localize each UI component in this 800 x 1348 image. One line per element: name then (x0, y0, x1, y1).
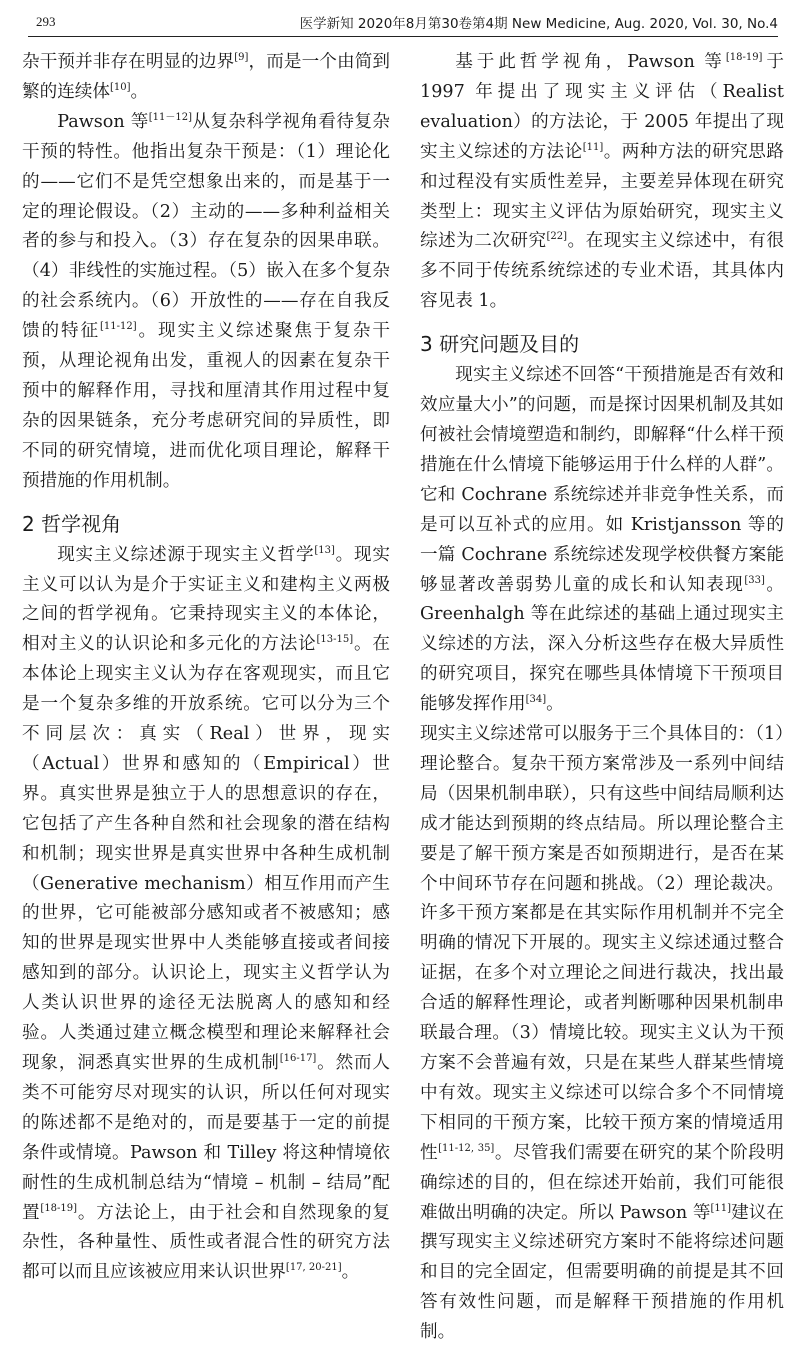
citation: [11] (710, 1202, 732, 1214)
paragraph: 现实主义综述常可以服务于三个具体目的：（1）理论整合。复杂干预方案常涉及一系列中间结局（因果机制串联），只有这些中间结局顺利达成才能达到预期的终点结局。所以理论整合主要是了解干预方案是否如预期进行，是否在某个中间环节存在问题和挑战。（2）理论裁决。许多干预方案都是在其实际作用机制并不完全明确的情况下开展的。现实主义综述通过整合证据，在多个对立理论之间进行裁决，找出最合适的解释性理论，或者判断哪种因果机制串联最合理。（3）情境比较。现实主义认为干预方案不会普遍有效，只是在某些人群某些情境中有效。现实主义综述可以综合多个不同情境下相同的干预方案，比较干预方案的情境适用性[11-12, 35]。尽管我们需要在研究的某个阶段明确综述的目的，但在综述开始前，我们可能很难做出明确的决定。所以 Pawson 等[11]建议在撰写现实主义综述研究方案时不能将综述问题和目的完全固定，但需要明确的前提是其不回答有效性问题，而是解释干预措施的作用机制。 (420, 724, 784, 1343)
citation: [11－12] (148, 111, 192, 123)
paragraph: 杂干预并非存在明显的边界[9]，而是一个由简到繁的连续体[10]。 (22, 52, 390, 102)
citation: [9] (234, 52, 249, 63)
citation: [11-12, 35] (438, 1142, 495, 1154)
paragraph: 现实主义综述源于现实主义哲学[13]。现实主义可以认为是介于实证主义和建构主义两极之间的哲学视角。它秉持现实主义的本体论，相对主义的认识论和多元化的方法论[13-15]。在本体论上现实主义认为存在客观现实，而且它是一个复杂多维的开放系统。它可以分为三个不同层次：真实（Real）世界，现实（Actual）世界和感知的（Empirical）世界。真实世界是独立于人的思想意识的存在，它包括了产生各种自然和社会现象的潜在结构和机制；现实世界是真实世界中各种生成机制（Generative mechanism）相互作用而产生的世界，它可能被部分感知或者不被感知；感知的世界是现实世界中人类能够直接或者间接感知到的部分。认识论上，现实主义哲学认为人类认识世界的途径无法脱离人的感知和经验。人类通过建立概念模型和理论来解释社会现象，洞悉真实世界的生成机制[16-17]。然而人类不可能穷尽对现实的认识，所以任何对现实的陈述都不是绝对的，而是要基于一定的前提条件或情境。Pawson 和 Tilley 将这种情境依耐性的生成机制总结为“情境 – 机制 – 结局”配置[18-19]。方法论上，由于社会和自然现象的复杂性，各种量性、质性或者混合性的研究方法都可以而且应该被应用来认识世界[17, 20-21]。 (22, 544, 390, 1283)
section-heading: 3 研究问题及目的 (420, 332, 580, 357)
citation: [18-19] (40, 1202, 78, 1214)
citation: [33] (744, 574, 765, 586)
section-heading: 2 哲学视角 (22, 511, 122, 536)
running-title: 医学新知 2020年8月第30卷第4期 New Medicine, Aug. 2020, Vol. 30, No.4 (299, 16, 778, 32)
page-header (28, 6, 778, 37)
page-number: 293 (36, 14, 56, 29)
citation: [11] (582, 141, 604, 153)
citation: [13-15] (316, 634, 354, 646)
citation: [22] (546, 231, 568, 243)
left-column (22, 48, 390, 1288)
citation: [11-12] (99, 321, 137, 333)
citation: [17, 20-21] (285, 1262, 342, 1274)
right-column (420, 48, 784, 1348)
paragraph: 基于此哲学视角，Pawson 等[18-19]于 1997 年提出了现实主义评估（Realist evaluation）的方法论，于 2005 年提出了现实主义综述的方法论[11]。两种方法的研究思路和过程没有实质性差异，主要差异体现在研究类型上：现实主义评估为原始研究，现实主义综述为二次研究[22]。在现实主义综述中，有很多不同于传统系统综述的专业术语，其具体内容见表 1。 (420, 52, 784, 312)
citation: [18-19] (725, 52, 763, 63)
citation: [10] (109, 81, 131, 93)
paragraph: 现实主义综述不回答“干预措施是否有效和效应量大小”的问题，而是探讨因果机制及其如何被社会情境塑造和制约，即解释“什么样干预措施在什么情境下能够运用于什么样的人群”。它和 Cochrane 系统综述并非竞争性关系，而是可以互补式的应用。如 Kristjansson 等的一篇 Cochrane 系统综述发现学校供餐方案能够显著改善弱势儿童的成长和认知表现[33]。Greenhalgh 等在此综述的基础上通过现实主义综述的方法，深入分析这些存在极大异质性的研究项目，探究在哪些具体情境下干预项目能够发挥作用[34]。 (420, 365, 784, 715)
citation: [13] (314, 544, 335, 556)
citation: [34] (525, 694, 547, 706)
paragraph: Pawson 等[11－12]从复杂科学视角看待复杂干预的特性。他指出复杂干预是：（1）理论化的——它们不是凭空想象出来的，而是基于一定的理论假设。（2）主动的——多种利益相关者的参与和投入。（3）存在复杂的因果串联。（4）非线性的实施过程。（5）嵌入在多个复杂的社会系统内。（6）开放性的——存在自我反馈的特征[11-12]。现实主义综述聚焦于复杂干预，从理论视角出发，重视人的因素在复杂干预中的解释作用，寻找和厘清其作用过程中复杂的因果链条，充分考虑研究间的异质性，即不同的研究情境，进而优化项目理论，解释干预措施的作用机制。 (22, 111, 390, 491)
citation: [16-17] (279, 1053, 317, 1064)
